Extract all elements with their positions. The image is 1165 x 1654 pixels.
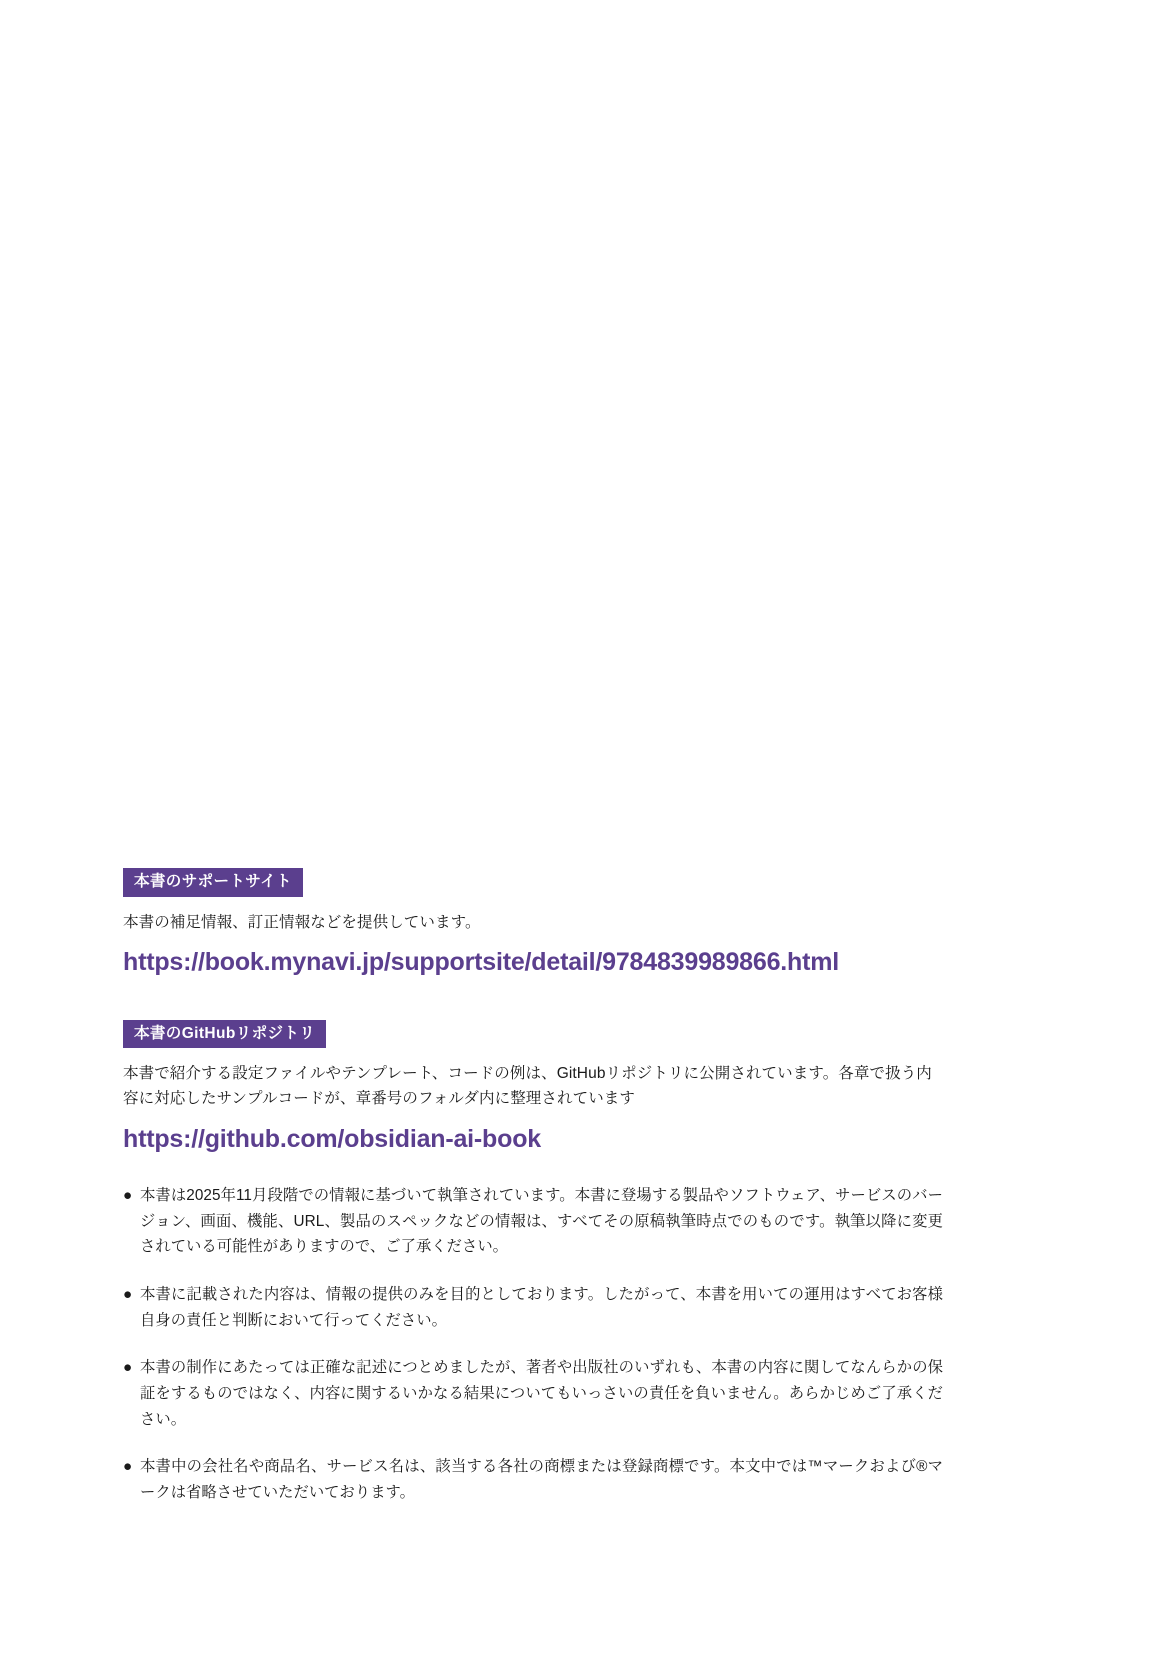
- bullet-icon: ●: [123, 1285, 133, 1303]
- note-item: [123, 1454, 943, 1505]
- section-spacer: [123, 978, 943, 1020]
- page-content: [123, 868, 943, 1506]
- note-item: [123, 1355, 943, 1432]
- github-repository-description: 本書で紹介する設定ファイルやテンプレート、コードの例は、GitHubリポジトリに公開されています。各章で扱う内容に対応したサンプルコードが、章番号のフォルダ内に整理されています: [123, 1065, 932, 1108]
- bullet-icon: ●: [123, 1458, 133, 1476]
- github-repository-url[interactable]: https://github.com/obsidian-ai-book: [123, 1124, 541, 1153]
- note-text: 本書は2025年11月段階での情報に基づいて執筆されています。本書に登場する製品やソフトウェア、サービスのバージョン、画面、機能、URL、製品のスペックなどの情報は、すべてその原稿執筆時点でのものです。執筆以降に変更されている可能性がありますので、ご了承ください。: [140, 1186, 943, 1256]
- note-text: 本書の制作にあたっては正確な記述につとめましたが、著者や出版社のいずれも、本書の内容に関してなんらかの保証をするものではなく、内容に関するいかなる結果についてもいっさいの責任を負いません。あらかじめご了承ください。: [140, 1359, 943, 1428]
- bullet-icon: ●: [123, 1186, 133, 1204]
- note-item: [123, 1183, 943, 1260]
- support-site-section: [123, 868, 943, 978]
- support-site-description: 本書の補足情報、訂正情報などを提供しています。: [123, 913, 481, 931]
- notes-list: [123, 1183, 943, 1506]
- support-site-heading: 本書のサポートサイト: [123, 868, 303, 897]
- github-repository-section: [123, 1020, 943, 1155]
- note-text: 本書中の会社名や商品名、サービス名は、該当する各社の商標または登録商標です。本文中では™マークおよび®マークは省略させていただいております。: [140, 1458, 943, 1502]
- bullet-icon: ●: [123, 1359, 133, 1377]
- github-repository-heading: 本書のGitHubリポジトリ: [123, 1020, 326, 1049]
- note-text: 本書に記載された内容は、情報の提供のみを目的としております。したがって、本書を用いての運用はすべてお客様自身の責任と判断において行ってください。: [140, 1285, 943, 1329]
- support-site-url[interactable]: https://book.mynavi.jp/supportsite/detail/9784839989866.html: [123, 947, 840, 976]
- note-item: [123, 1282, 943, 1333]
